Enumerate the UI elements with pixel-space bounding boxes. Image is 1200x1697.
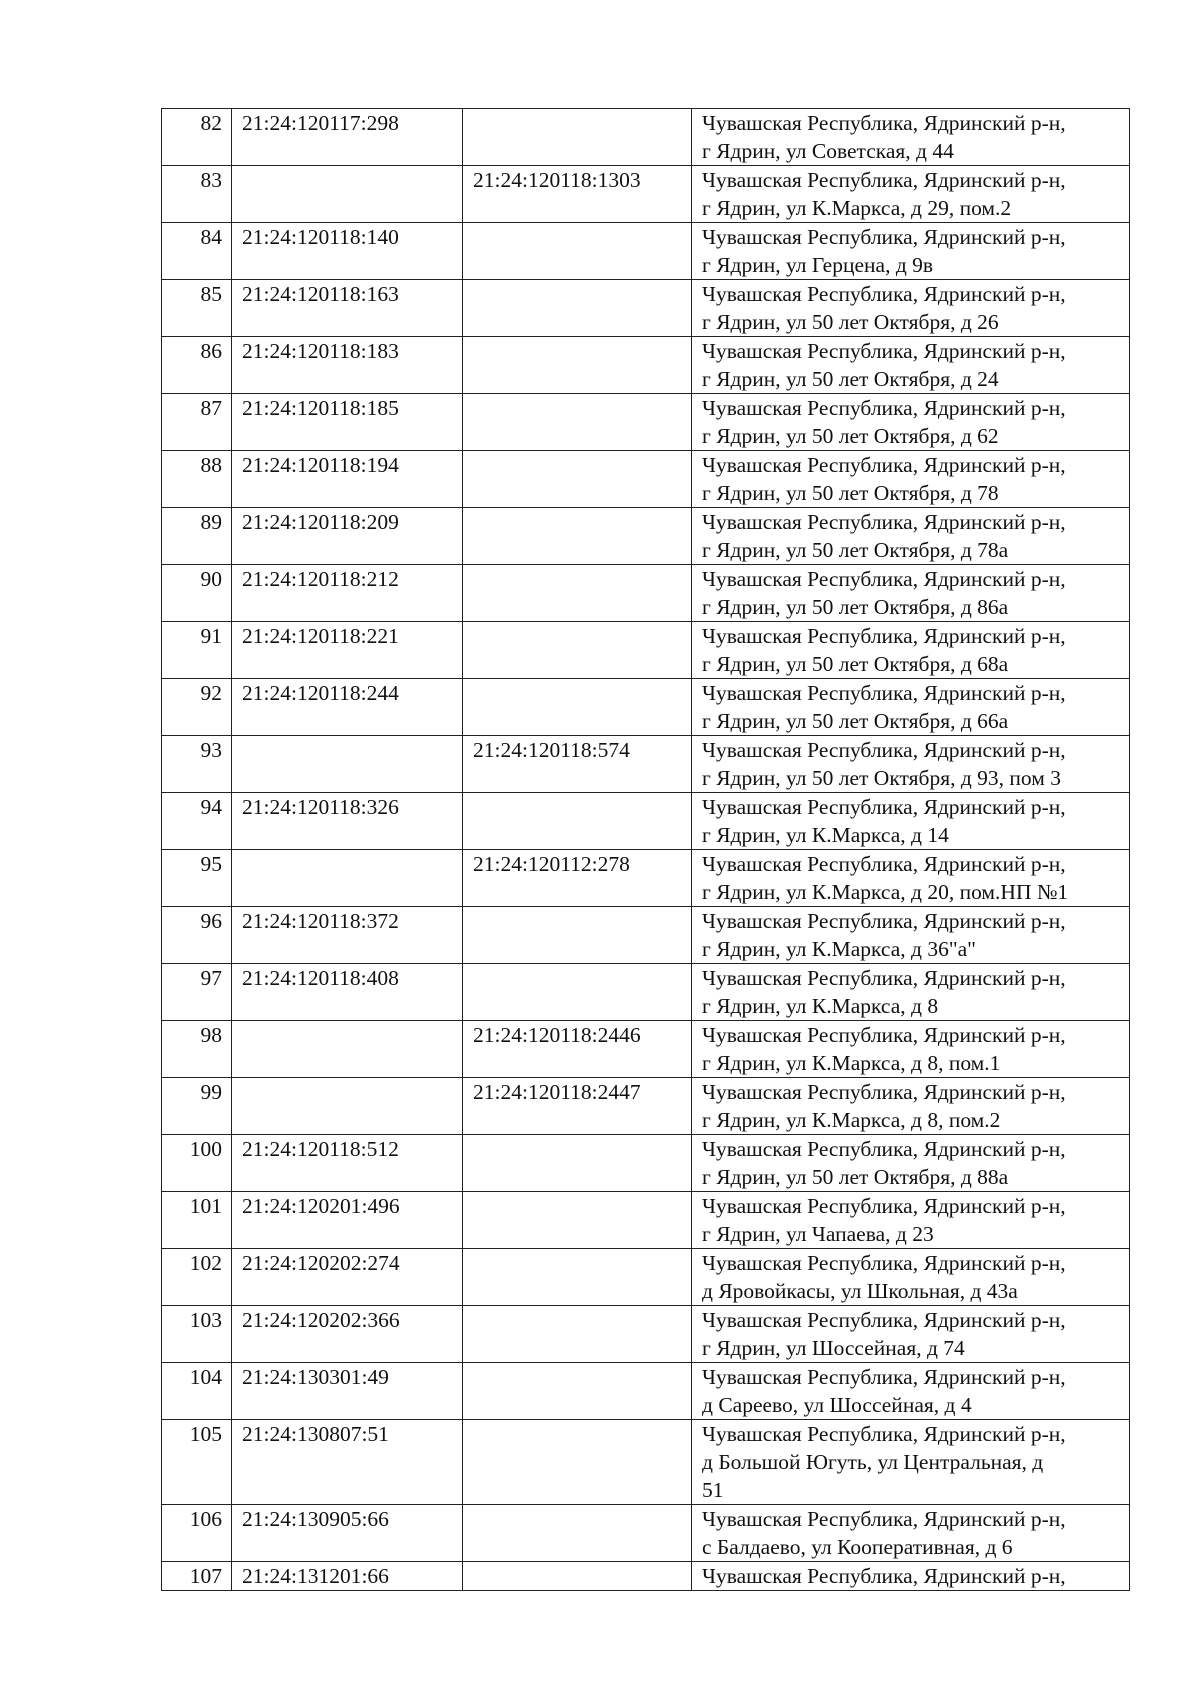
address-line: д Яровойкасы, ул Школьная, д 43а: [702, 1279, 1018, 1303]
address-line: Чувашская Республика, Ядринский р-н,: [702, 909, 1066, 933]
land-cadastral-number-cell: 21:24:120118:140: [232, 223, 463, 280]
address-line: Чувашская Республика, Ядринский р-н,: [702, 681, 1066, 705]
building-cadastral-number-cell: [463, 508, 692, 565]
land-cadastral-number-cell: 21:24:120118:185: [232, 394, 463, 451]
table-row: [162, 964, 1130, 1021]
address-line: г Ядрин, ул 50 лет Октября, д 62: [702, 424, 999, 448]
address-cell: [692, 1363, 1130, 1420]
address-line: г Ядрин, ул 50 лет Октября, д 78: [702, 481, 999, 505]
address-line: Чувашская Республика, Ядринский р-н,: [702, 1365, 1066, 1389]
land-cadastral-number-cell: 21:24:120118:209: [232, 508, 463, 565]
address-cell: [692, 1021, 1130, 1078]
building-cadastral-number-cell: [463, 223, 692, 280]
building-cadastral-number-cell: [463, 1562, 692, 1591]
address-line: Чувашская Республика, Ядринский р-н,: [702, 852, 1066, 876]
address-cell: [692, 451, 1130, 508]
address-line: г Ядрин, ул 50 лет Октября, д 66а: [702, 709, 1009, 733]
row-number-cell: 106: [162, 1505, 232, 1562]
table-row: [162, 394, 1130, 451]
address-line: г Ядрин, ул 50 лет Октября, д 26: [702, 310, 999, 334]
land-cadastral-number-cell: 21:24:120118:163: [232, 280, 463, 337]
building-cadastral-number-cell: [463, 964, 692, 1021]
building-cadastral-number-cell: [463, 1363, 692, 1420]
building-cadastral-number-cell: 21:24:120118:1303: [463, 166, 692, 223]
table-row: [162, 337, 1130, 394]
address-line: г Ядрин, ул 50 лет Октября, д 68а: [702, 652, 1009, 676]
row-number-cell: 102: [162, 1249, 232, 1306]
building-cadastral-number-cell: [463, 793, 692, 850]
address-line: Чувашская Республика, Ядринский р-н,: [702, 1251, 1066, 1275]
table-row: [162, 793, 1130, 850]
address-line: Чувашская Республика, Ядринский р-н,: [702, 1080, 1066, 1104]
property-registry-table: [161, 108, 1130, 1591]
land-cadastral-number-cell: 21:24:120201:496: [232, 1192, 463, 1249]
row-number-cell: 93: [162, 736, 232, 793]
address-cell: [692, 1420, 1130, 1505]
address-line: г Ядрин, ул К.Маркса, д 20, пом.НП №1: [702, 880, 1069, 904]
land-cadastral-number-cell: 21:24:120118:244: [232, 679, 463, 736]
table-row: [162, 223, 1130, 280]
row-number-cell: 86: [162, 337, 232, 394]
building-cadastral-number-cell: [463, 1135, 692, 1192]
row-number-cell: 96: [162, 907, 232, 964]
building-cadastral-number-cell: [463, 1249, 692, 1306]
row-number-cell: 105: [162, 1420, 232, 1505]
building-cadastral-number-cell: [463, 565, 692, 622]
address-line: г Ядрин, ул 50 лет Октября, д 86а: [702, 595, 1009, 619]
address-line: Чувашская Республика, Ядринский р-н,: [702, 1507, 1066, 1531]
address-cell: [692, 1562, 1130, 1591]
address-cell: [692, 394, 1130, 451]
address-line: г Ядрин, ул К.Маркса, д 36"а": [702, 937, 976, 961]
address-line: Чувашская Республика, Ядринский р-н,: [702, 795, 1066, 819]
address-cell: [692, 622, 1130, 679]
building-cadastral-number-cell: [463, 907, 692, 964]
table-row: [162, 736, 1130, 793]
building-cadastral-number-cell: [463, 1505, 692, 1562]
address-cell: [692, 1306, 1130, 1363]
land-cadastral-number-cell: 21:24:120118:194: [232, 451, 463, 508]
address-line: г Ядрин, ул К.Маркса, д 8, пом.2: [702, 1108, 1001, 1132]
address-cell: [692, 850, 1130, 907]
building-cadastral-number-cell: 21:24:120112:278: [463, 850, 692, 907]
address-line: г Ядрин, ул К.Маркса, д 8: [702, 994, 939, 1018]
table-row: [162, 1249, 1130, 1306]
land-cadastral-number-cell: 21:24:130807:51: [232, 1420, 463, 1505]
land-cadastral-number-cell: [232, 736, 463, 793]
building-cadastral-number-cell: 21:24:120118:2447: [463, 1078, 692, 1135]
address-line: Чувашская Республика, Ядринский р-н,: [702, 1422, 1066, 1446]
address-cell: [692, 793, 1130, 850]
address-line: г Ядрин, ул К.Маркса, д 29, пом.2: [702, 196, 1012, 220]
row-number-cell: 91: [162, 622, 232, 679]
land-cadastral-number-cell: [232, 166, 463, 223]
table-row: [162, 1562, 1130, 1591]
address-line: Чувашская Республика, Ядринский р-н,: [702, 282, 1066, 306]
address-line: Чувашская Республика, Ядринский р-н,: [702, 225, 1066, 249]
land-cadastral-number-cell: [232, 1078, 463, 1135]
table-row: [162, 622, 1130, 679]
row-number-cell: 98: [162, 1021, 232, 1078]
row-number-cell: 85: [162, 280, 232, 337]
address-line: д Сареево, ул Шоссейная, д 4: [702, 1393, 972, 1417]
row-number-cell: 104: [162, 1363, 232, 1420]
table-row: [162, 1306, 1130, 1363]
row-number-cell: 90: [162, 565, 232, 622]
address-cell: [692, 1249, 1130, 1306]
address-line: Чувашская Республика, Ядринский р-н,: [702, 966, 1066, 990]
table-row: [162, 1192, 1130, 1249]
address-line: Чувашская Республика, Ядринский р-н,: [702, 396, 1066, 420]
table-row: [162, 109, 1130, 166]
table-row: [162, 1363, 1130, 1420]
address-line: Чувашская Республика, Ядринский р-н,: [702, 738, 1066, 762]
row-number-cell: 97: [162, 964, 232, 1021]
row-number-cell: 92: [162, 679, 232, 736]
land-cadastral-number-cell: 21:24:120118:212: [232, 565, 463, 622]
table-row: [162, 1135, 1130, 1192]
building-cadastral-number-cell: [463, 1192, 692, 1249]
address-line: 51: [702, 1478, 724, 1502]
row-number-cell: 100: [162, 1135, 232, 1192]
address-line: Чувашская Республика, Ядринский р-н,: [702, 1023, 1066, 1047]
table-row: [162, 1078, 1130, 1135]
table-row: [162, 166, 1130, 223]
address-cell: [692, 1192, 1130, 1249]
table-row: [162, 1420, 1130, 1505]
row-number-cell: 101: [162, 1192, 232, 1249]
building-cadastral-number-cell: 21:24:120118:2446: [463, 1021, 692, 1078]
row-number-cell: 84: [162, 223, 232, 280]
land-cadastral-number-cell: 21:24:120118:183: [232, 337, 463, 394]
land-cadastral-number-cell: 21:24:120118:221: [232, 622, 463, 679]
row-number-cell: 83: [162, 166, 232, 223]
building-cadastral-number-cell: [463, 394, 692, 451]
building-cadastral-number-cell: [463, 337, 692, 394]
row-number-cell: 94: [162, 793, 232, 850]
land-cadastral-number-cell: [232, 850, 463, 907]
address-line: г Ядрин, ул 50 лет Октября, д 93, пом 3: [702, 766, 1061, 790]
land-cadastral-number-cell: 21:24:120202:366: [232, 1306, 463, 1363]
address-cell: [692, 1505, 1130, 1562]
building-cadastral-number-cell: [463, 280, 692, 337]
address-line: д Большой Югуть, ул Центральная, д: [702, 1450, 1044, 1474]
row-number-cell: 99: [162, 1078, 232, 1135]
address-cell: [692, 280, 1130, 337]
address-cell: [692, 1078, 1130, 1135]
address-line: г Ядрин, ул Шоссейная, д 74: [702, 1336, 965, 1360]
address-line: Чувашская Республика, Ядринский р-н,: [702, 1137, 1066, 1161]
address-line: Чувашская Республика, Ядринский р-н,: [702, 111, 1066, 135]
address-cell: [692, 166, 1130, 223]
address-line: Чувашская Республика, Ядринский р-н,: [702, 1194, 1066, 1218]
address-line: Чувашская Республика, Ядринский р-н,: [702, 339, 1066, 363]
land-cadastral-number-cell: 21:24:130905:66: [232, 1505, 463, 1562]
row-number-cell: 88: [162, 451, 232, 508]
address-cell: [692, 1135, 1130, 1192]
address-line: Чувашская Республика, Ядринский р-н,: [702, 453, 1066, 477]
address-line: г Ядрин, ул К.Маркса, д 14: [702, 823, 949, 847]
row-number-cell: 95: [162, 850, 232, 907]
address-cell: [692, 679, 1130, 736]
address-cell: [692, 109, 1130, 166]
table-row: [162, 1021, 1130, 1078]
row-number-cell: 107: [162, 1562, 232, 1591]
building-cadastral-number-cell: [463, 109, 692, 166]
land-cadastral-number-cell: 21:24:120202:274: [232, 1249, 463, 1306]
address-line: Чувашская Республика, Ядринский р-н,: [702, 1308, 1066, 1332]
land-cadastral-number-cell: 21:24:120117:298: [232, 109, 463, 166]
building-cadastral-number-cell: 21:24:120118:574: [463, 736, 692, 793]
row-number-cell: 82: [162, 109, 232, 166]
row-number-cell: 89: [162, 508, 232, 565]
address-line: г Ядрин, ул Герцена, д 9в: [702, 253, 934, 277]
address-line: г Ядрин, ул К.Маркса, д 8, пом.1: [702, 1051, 1001, 1075]
address-cell: [692, 223, 1130, 280]
table-row: [162, 679, 1130, 736]
land-cadastral-number-cell: 21:24:130301:49: [232, 1363, 463, 1420]
address-line: г Ядрин, ул Чапаева, д 23: [702, 1222, 934, 1246]
address-cell: [692, 508, 1130, 565]
address-line: Чувашская Республика, Ядринский р-н,: [702, 510, 1066, 534]
table-row: [162, 508, 1130, 565]
table-row: [162, 1505, 1130, 1562]
land-cadastral-number-cell: 21:24:120118:372: [232, 907, 463, 964]
building-cadastral-number-cell: [463, 622, 692, 679]
address-cell: [692, 337, 1130, 394]
address-cell: [692, 565, 1130, 622]
building-cadastral-number-cell: [463, 679, 692, 736]
address-line: Чувашская Республика, Ядринский р-н,: [702, 1564, 1066, 1588]
address-cell: [692, 907, 1130, 964]
address-cell: [692, 736, 1130, 793]
address-line: Чувашская Республика, Ядринский р-н,: [702, 624, 1066, 648]
registry-table-body: [162, 109, 1130, 1591]
address-line: Чувашская Республика, Ядринский р-н,: [702, 168, 1066, 192]
row-number-cell: 87: [162, 394, 232, 451]
land-cadastral-number-cell: 21:24:120118:408: [232, 964, 463, 1021]
building-cadastral-number-cell: [463, 451, 692, 508]
address-line: г Ядрин, ул 50 лет Октября, д 24: [702, 367, 999, 391]
land-cadastral-number-cell: 21:24:120118:326: [232, 793, 463, 850]
address-line: г Ядрин, ул Советская, д 44: [702, 139, 954, 163]
address-line: г Ядрин, ул 50 лет Октября, д 78а: [702, 538, 1009, 562]
address-line: Чувашская Республика, Ядринский р-н,: [702, 567, 1066, 591]
land-cadastral-number-cell: [232, 1021, 463, 1078]
table-row: [162, 451, 1130, 508]
table-row: [162, 280, 1130, 337]
table-row: [162, 907, 1130, 964]
building-cadastral-number-cell: [463, 1420, 692, 1505]
address-line: с Балдаево, ул Кооперативная, д 6: [702, 1535, 1013, 1559]
land-cadastral-number-cell: 21:24:120118:512: [232, 1135, 463, 1192]
table-row: [162, 565, 1130, 622]
address-line: г Ядрин, ул 50 лет Октября, д 88а: [702, 1165, 1009, 1189]
building-cadastral-number-cell: [463, 1306, 692, 1363]
row-number-cell: 103: [162, 1306, 232, 1363]
table-row: [162, 850, 1130, 907]
address-cell: [692, 964, 1130, 1021]
land-cadastral-number-cell: 21:24:131201:66: [232, 1562, 463, 1591]
